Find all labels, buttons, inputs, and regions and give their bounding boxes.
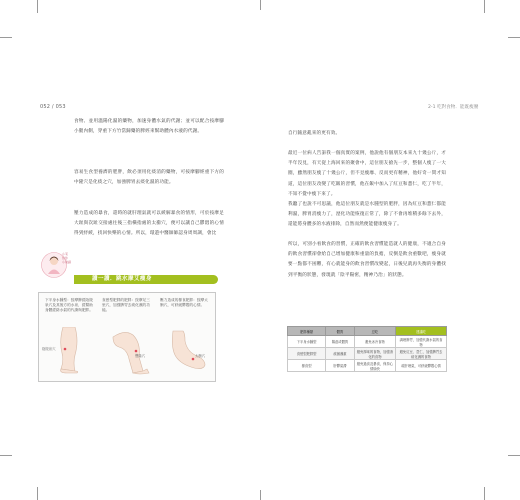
table-cell: 避免過食及暴食，保持心情愉快 <box>354 360 395 372</box>
table-cell: 暴食型 <box>288 360 326 372</box>
paragraph: 食物、並用溫陽化濕的藥物，加速身體水氣的代謝；並可以配合按摩腳小腿內側，穿重下方竹當歸藥的脾經來幫助體內水液的代謝。 <box>74 119 224 135</box>
table-row <box>288 336 447 348</box>
table-row <box>288 360 447 372</box>
table-cell: 避免厚味的食物，加強消化的食物 <box>354 348 395 360</box>
table-header: 忌吃 <box>354 327 395 336</box>
table-cell: 肝鬱氣滯 <box>326 360 355 372</box>
paragraph: 最近一位病人告訴我一個真實的案例，他說他有個朋友本來九十幾公斤，才半年沒見，有天從上海回來的聚會中，這位朋友搶先一步，整個人瘦了一大圈，雖然朋友瘦了十幾公斤，但不見瘦靡、反而更有精神，他好奇一問才知道，這位朋友改變了吃飯的習慣，他在飯中加入了紅豆和薏仁，吃了半年，不知不覺中瘦下來了。 <box>288 151 446 197</box>
paragraph: 所以，可別小看飲食的習慣，正確的飲食習慣能造就人的健康，不適合自身的飲食習慣卻會給自己增加健康和重量的負擔，反倒是飲食重數吧，瘦身就要一點都不困難，有心就能身的飲食習慣改變起，日後兒就再失衡的身體找到平衡的狀態，發現就「陰平陽密，精神乃治」的狀態。 <box>288 242 446 278</box>
lower-leg-illustration <box>53 327 89 375</box>
paragraph: 壓力造成的暴食，還時的就肝理氣就可以緩解暴食的情形，可於按摩足大趾與次趾交接處往後三指橫指處的太衝穴，便可以讓自己鬱悶的心情得到紓緩，找回快樂的心情。所以，環遊中醫師師認身周周調，會比 <box>74 211 224 237</box>
acupoint-illustrations <box>38 292 216 382</box>
table-header: 建議吃 <box>396 327 447 336</box>
paragraph: 自行隨意亂來的更有效。 <box>288 131 341 136</box>
table-cell: 避免冰冷食物 <box>354 336 395 348</box>
bent-leg-illustration <box>109 327 153 375</box>
acupoint-label: 陰陵泉穴 <box>42 347 56 351</box>
table-cell: 調理脾胃，加強代謝水氣的食物 <box>396 336 447 348</box>
right-page <box>260 0 520 500</box>
page-number: 052 / 053 <box>40 104 66 110</box>
table-row <box>288 348 447 360</box>
tip-banner-title: 讀一讀．跳水摩艾瘦身 <box>92 276 153 282</box>
table-cell: 疏肝理氣，可紓緩鬱悶心情 <box>396 360 447 372</box>
table-cell: 避免紅豆、薏仁，加強脾胃去痰化濕的食物 <box>396 348 447 360</box>
avatar-caption: 小茉 給你 小建議 <box>62 252 72 264</box>
table-cell: 痰濕濕重 <box>326 348 355 360</box>
paragraph: 我聽了也說不可思議，他這位朋友就是水腫型的肥胖，因為紅豆和薏仁都能利濕，脾胃消瘦力了，溼化功能恢復正常了，除了不會再堆積多餘下去外，還能將身體多的水液排除，自然而然便能健康瘦身了。 <box>288 202 446 228</box>
tip-banner <box>74 275 218 284</box>
foot-illustration <box>165 329 209 373</box>
acupoint-label: 太衝穴 <box>195 354 206 358</box>
chapter-label: 2-1 吃對食物．能既瘦腰 <box>428 105 479 110</box>
illustration-caption: 壓力造成的暴食肥胖：按摩太衝穴，可紓緩鬱悶的心情。 <box>160 298 208 308</box>
acupoint-label: 豐隆穴 <box>135 354 146 358</box>
table-cell: 陽虛或體質 <box>326 336 355 348</box>
table-header: 體質 <box>326 327 355 336</box>
table-cell: 食慾型肥胖型 <box>288 348 326 360</box>
illustration-caption: 食慾型肥胖的肥胖：按摩足三里穴，加強脾胃去痰化濕的功能。 <box>102 298 150 313</box>
paragraph: 容易生食型養濟的肥胖，飲必須用化痰消的藥物，可按摩腳經重下方的中隆穴是化痰之穴，加強脾胃去痰化濕的功能。 <box>74 170 224 186</box>
table-header: 肥胖種類 <box>288 327 326 336</box>
table-header-row <box>288 327 447 336</box>
obesity-type-table <box>287 326 447 372</box>
table-cell: 下半身水腫型 <box>288 336 326 348</box>
illustration-caption: 下半身水腫型：按摩脾經陰陵泉穴及其後方的水泉，經幫助身體經絡水氣的代謝與肥胖。 <box>45 298 93 313</box>
